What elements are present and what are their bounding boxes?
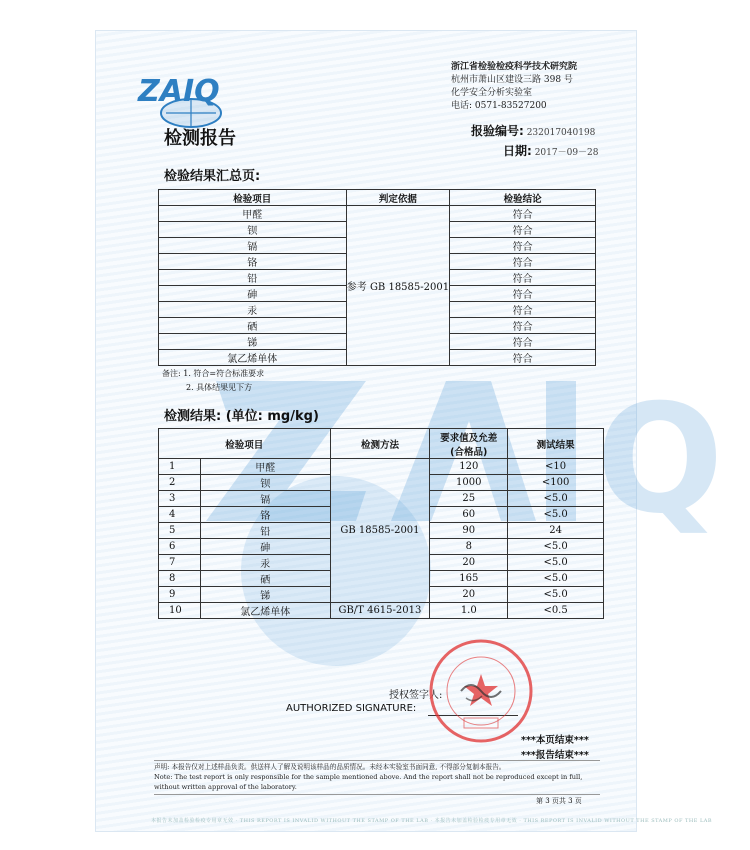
results-table xyxy=(158,428,604,619)
summary-item: 氯乙烯单体 xyxy=(159,350,347,366)
summary-col-conclusion: 检验结论 xyxy=(450,190,596,206)
row-result: <5.0 xyxy=(508,587,604,603)
date-label: 日期: xyxy=(503,144,532,158)
table-row xyxy=(159,603,604,619)
requirement-sub-label: (合格品) xyxy=(450,446,488,458)
note-2: 2. 具体结果见下方 xyxy=(186,383,253,392)
note-label: 备注: xyxy=(162,369,181,378)
summary-basis: 参考 GB 18585-2001 xyxy=(346,206,450,366)
svg-text:ZAIQ: ZAIQ xyxy=(138,74,220,109)
row-item: 镉 xyxy=(200,491,330,507)
footer-notice: 本报告未加盖检验检疫专用章无效 · THIS REPORT IS INVALID WITHOUT THE STAMP OF THE LAB · 本报告未加盖检验检疫专用章无效 · THIS REPORT IS INVALID WITHOUT THE STAMP OF THE LAB xyxy=(151,818,713,824)
zaiq-logo xyxy=(136,71,256,129)
institute-address: 杭州市萧山区建设三路 398 号 xyxy=(451,75,573,85)
phone: 电话: 0571-83527200 xyxy=(451,101,547,111)
report-title: 检测报告 xyxy=(164,128,236,149)
row-no: 5 xyxy=(159,523,201,539)
requirement-label: 要求值及允差 xyxy=(440,432,498,444)
signature-label-en: AUTHORIZED SIGNATURE: xyxy=(286,703,417,714)
summary-item: 砷 xyxy=(159,286,347,302)
row-item: 砷 xyxy=(200,539,330,555)
institute-name: 浙江省检验检疫科学技术研究院 xyxy=(451,62,578,72)
row-requirement: 20 xyxy=(430,555,508,571)
row-result: <0.5 xyxy=(508,603,604,619)
row-item: 氯乙烯单体 xyxy=(200,603,330,619)
summary-conclusion: 符合 xyxy=(450,302,596,318)
summary-notes xyxy=(162,367,264,395)
summary-conclusion: 符合 xyxy=(450,254,596,270)
row-requirement: 25 xyxy=(430,491,508,507)
summary-item: 铬 xyxy=(159,254,347,270)
results-col-method: 检测方法 xyxy=(330,429,430,459)
row-no: 3 xyxy=(159,491,201,507)
row-item: 铅 xyxy=(200,523,330,539)
footer-divider xyxy=(154,794,600,795)
results-col-item: 检验项目 xyxy=(159,429,331,459)
row-item: 硒 xyxy=(200,571,330,587)
row-result: <10 xyxy=(508,459,604,475)
row-result: <5.0 xyxy=(508,491,604,507)
table-row xyxy=(159,206,596,222)
signature-label-cn: 授权签字人: xyxy=(389,690,443,701)
results-col-result: 测试结果 xyxy=(508,429,604,459)
row-requirement: 20 xyxy=(430,587,508,603)
row-item: 铬 xyxy=(200,507,330,523)
summary-table xyxy=(158,189,596,366)
declaration-cn: 声明: 本报告仅对上述样品负责。供送样人了解及说明该样品的品质情况。未经本实验室书面同意, 不得部分复制本报告。 xyxy=(154,763,506,771)
declaration-en: Note: The test report is only responsible for the sample mentioned above. And the report shall not be reproduced except in full, without written approval of the laboratory. xyxy=(154,773,583,791)
method-gbt4615: GB/T 4615-2013 xyxy=(330,603,430,619)
summary-conclusion: 符合 xyxy=(450,222,596,238)
row-no: 8 xyxy=(159,571,201,587)
summary-item: 铅 xyxy=(159,270,347,286)
report-date: 2017－09－28 xyxy=(534,148,599,158)
results-heading: 检测结果: (单位: mg/kg) xyxy=(164,409,319,424)
summary-conclusion: 符合 xyxy=(450,286,596,302)
row-item: 钡 xyxy=(200,475,330,491)
summary-conclusion: 符合 xyxy=(450,206,596,222)
row-requirement: 90 xyxy=(430,523,508,539)
summary-col-item: 检验项目 xyxy=(159,190,347,206)
summary-item: 汞 xyxy=(159,302,347,318)
institute-address-block xyxy=(451,61,601,113)
row-result: <5.0 xyxy=(508,539,604,555)
summary-conclusion: 符合 xyxy=(450,270,596,286)
note-1: 1. 符合=符合标准要求 xyxy=(183,369,265,378)
summary-item: 镉 xyxy=(159,238,347,254)
row-item: 汞 xyxy=(200,555,330,571)
row-requirement: 120 xyxy=(430,459,508,475)
row-no: 6 xyxy=(159,539,201,555)
lab-name: 化学安全分析实验室 xyxy=(451,88,533,98)
row-no: 10 xyxy=(159,603,201,619)
summary-col-basis: 判定依据 xyxy=(346,190,450,206)
declaration xyxy=(154,762,604,792)
lab-seal-stamp xyxy=(426,636,536,746)
declaration-divider xyxy=(154,760,600,761)
row-result: <5.0 xyxy=(508,571,604,587)
row-requirement: 60 xyxy=(430,507,508,523)
row-no: 7 xyxy=(159,555,201,571)
row-result: <5.0 xyxy=(508,555,604,571)
row-item: 甲醛 xyxy=(200,459,330,475)
row-requirement: 8 xyxy=(430,539,508,555)
summary-item: 硒 xyxy=(159,318,347,334)
results-col-requirement xyxy=(430,429,508,459)
report-no: 232017040198 xyxy=(526,128,596,138)
row-no: 4 xyxy=(159,507,201,523)
end-of-report: ***报告结束*** xyxy=(521,750,589,761)
method-gb18585: GB 18585-2001 xyxy=(330,459,430,603)
row-no: 2 xyxy=(159,475,201,491)
summary-conclusion: 符合 xyxy=(450,350,596,366)
row-requirement: 1000 xyxy=(430,475,508,491)
row-result: <5.0 xyxy=(508,507,604,523)
svg-text:Q: Q xyxy=(596,373,724,547)
summary-item: 锑 xyxy=(159,334,347,350)
summary-conclusion: 符合 xyxy=(450,238,596,254)
report-sheet xyxy=(95,30,724,832)
row-requirement: 1.0 xyxy=(430,603,508,619)
table-row xyxy=(159,459,604,475)
summary-item: 钡 xyxy=(159,222,347,238)
end-of-page: ***本页结束*** xyxy=(521,735,589,746)
row-no: 1 xyxy=(159,459,201,475)
report-no-label: 报验编号: xyxy=(471,124,524,138)
row-no: 9 xyxy=(159,587,201,603)
row-item: 锑 xyxy=(200,587,330,603)
summary-conclusion: 符合 xyxy=(450,334,596,350)
row-result: <100 xyxy=(508,475,604,491)
summary-heading: 检验结果汇总页: xyxy=(164,169,261,184)
report-meta xyxy=(471,122,599,162)
row-result: 24 xyxy=(508,523,604,539)
page-number: 第 3 页共 3 页 xyxy=(536,797,582,805)
summary-item: 甲醛 xyxy=(159,206,347,222)
row-requirement: 165 xyxy=(430,571,508,587)
summary-conclusion: 符合 xyxy=(450,318,596,334)
